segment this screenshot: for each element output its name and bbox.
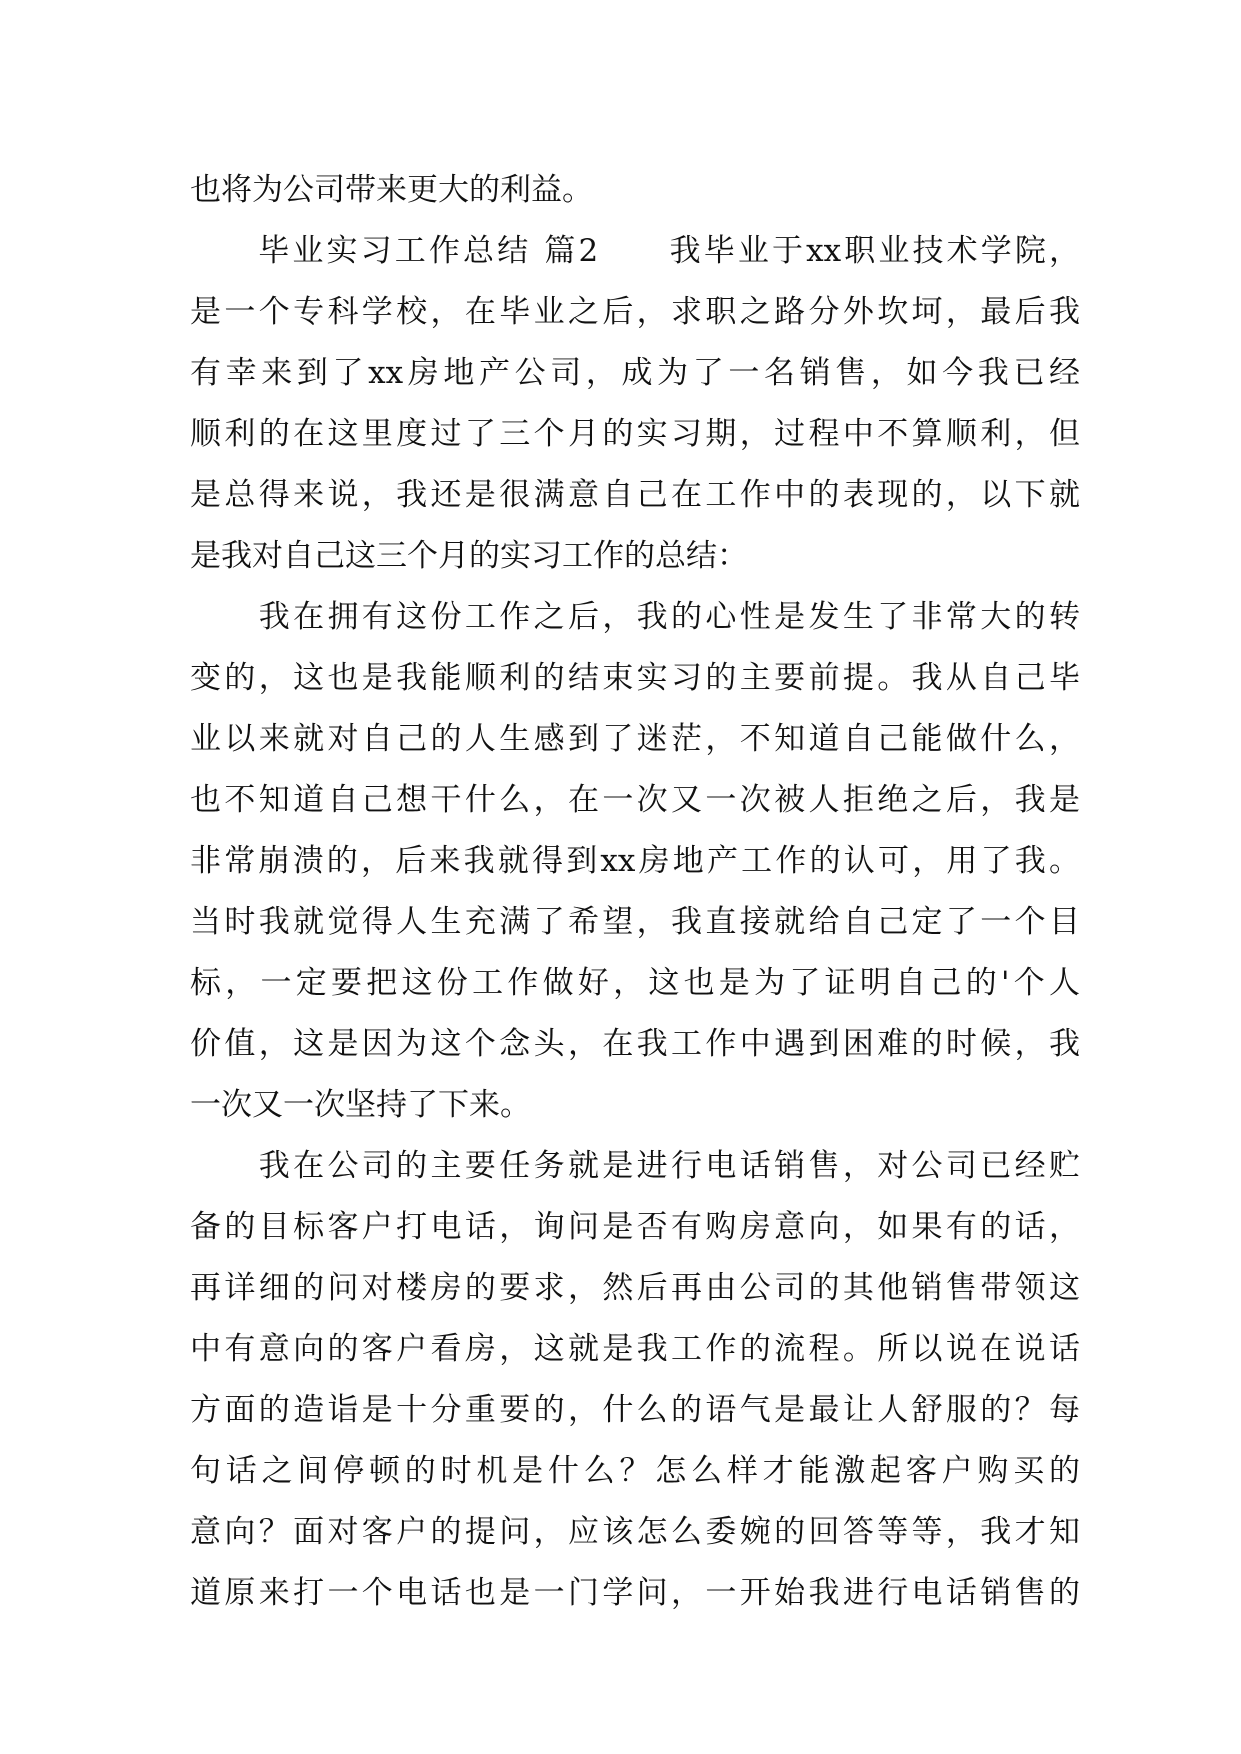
text-line: 有幸来到了xx房地产公司，成为了一名销售，如今我已经 [190,355,1080,391]
text-line: 变的，这也是我能顺利的结束实习的主要前提。我从自己毕 [190,660,1080,696]
text-line: 中有意向的客户看房，这就是我工作的流程。所以说在说话 [190,1331,1080,1367]
text-line: 句话之间停顿的时机是什么？怎么样才能激起客户购买的 [190,1453,1080,1489]
text-line: 顺利的在这里度过了三个月的实习期，过程中不算顺利，但 [190,416,1080,452]
text-line: 也不知道自己想干什么，在一次又一次被人拒绝之后，我是 [190,782,1080,818]
text-line: 毕业实习工作总结 篇2 我毕业于xx职业技术学院， [190,233,1080,269]
text-line: 当时我就觉得人生充满了希望，我直接就给自己定了一个目 [190,904,1080,940]
text-line: 一次又一次坚持了下来。 [190,1087,531,1123]
text-line: 也将为公司带来更大的利益。 [190,172,593,208]
text-line: 我在拥有这份工作之后，我的心性是发生了非常大的转 [190,599,1080,635]
document-body [190,160,1080,1624]
text-line: 价值，这是因为这个念头，在我工作中遇到困难的时候，我 [190,1026,1080,1062]
text-line: 意向？面对客户的提问，应该怎么委婉的回答等等，我才知 [190,1514,1080,1550]
text-line: 我在公司的主要任务就是进行电话销售，对公司已经贮 [190,1148,1080,1184]
text-line: 再详细的问对楼房的要求，然后再由公司的其他销售带领这 [190,1270,1080,1306]
text-line: 是我对自己这三个月的实习工作的总结： [190,538,748,574]
text-line: 道原来打一个电话也是一门学问，一开始我进行电话销售的 [190,1575,1080,1611]
text-line: 备的目标客户打电话，询问是否有购房意向，如果有的话， [190,1209,1080,1245]
text-line: 标，一定要把这份工作做好，这也是为了证明自己的'个人 [190,965,1080,1001]
text-line: 是总得来说，我还是很满意自己在工作中的表现的，以下就 [190,477,1080,513]
text-line: 非常崩溃的，后来我就得到xx房地产工作的认可，用了我。 [190,843,1080,879]
text-line: 是一个专科学校，在毕业之后，求职之路分外坎坷，最后我 [190,294,1080,330]
text-line: 方面的造诣是十分重要的，什么的语气是最让人舒服的？每 [190,1392,1080,1428]
text-line: 业以来就对自己的人生感到了迷茫，不知道自己能做什么， [190,721,1080,757]
